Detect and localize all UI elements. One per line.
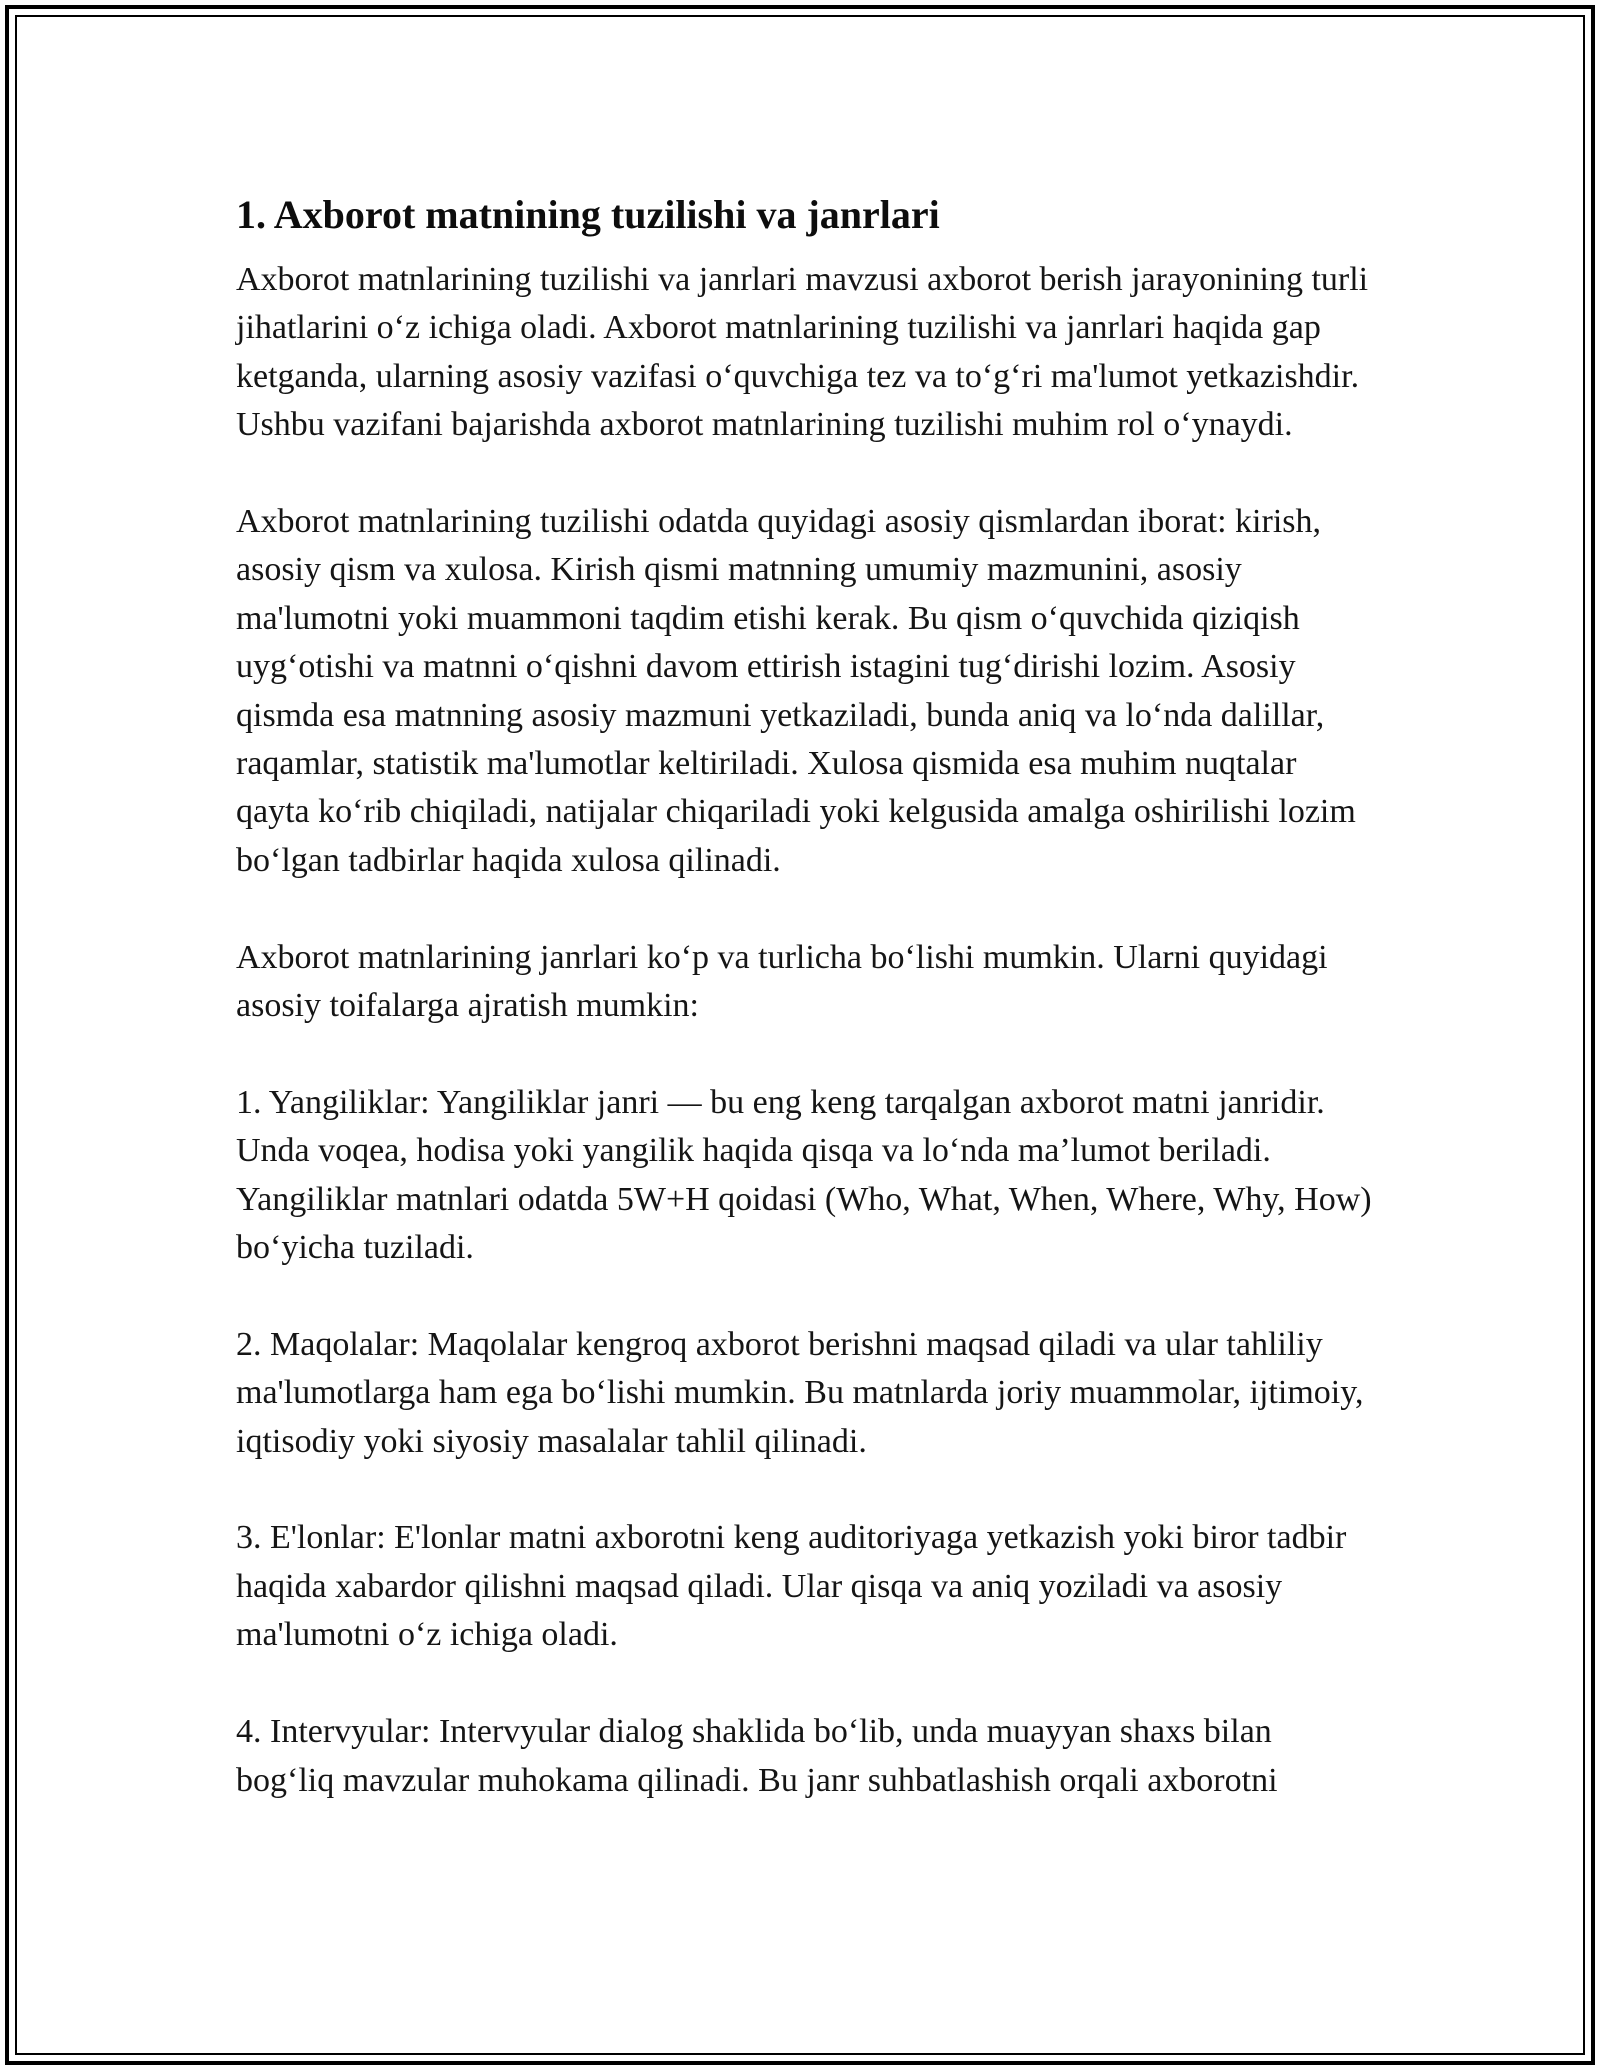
list-item-announcements: 3. E'lonlar: E'lonlar matni axborotni keng auditoriyaga yetkazish yoki biror tadbir haqida xabardor qilishni maqsad qiladi. Ular qisqa va aniq yoziladi va asosiy ma'lumotni o‘z ichiga oladi. <box>236 1519 1347 1654</box>
list-item-news: 1. Yangiliklar: Yangiliklar janri — bu eng keng tarqalgan axborot matni janridir. Unda voqea, hodisa yoki yangilik haqida qisqa va lo‘nda ma’lumot beriladi. Yangiliklar matnlari odatda 5W+H qoidasi (Who, What, When, Where, Why, How) bo‘yicha tuziladi. <box>236 1083 1372 1267</box>
paragraph-structure: Axborot matnlarining tuzilishi odatda quyidagi asosiy qismlardan iborat: kirish, asosiy qism va xulosa. Kirish qismi matnning umumiy mazmunini, asosiy ma'lumotni yoki muammoni taqdim etishi kerak. Bu qism o‘quvchida qiziqish uyg‘otishi va matnni o‘qishni davom ettirish istagini tug‘dirishi lozim. Asosiy qismda esa matnning asosiy mazmuni yetkaziladi, bunda aniq va lo‘nda dalillar, raqamlar, statistik ma'lumotlar keltiriladi. Xulosa qismida esa muhim nuqtalar qayta ko‘rib chiqiladi, natijalar chiqariladi yoki kelgusida amalga oshirilishi lozim bo‘lgan tadbirlar haqida xulosa qilinadi. <box>236 503 1356 879</box>
list-item-articles: 2. Maqolalar: Maqolalar kengroq axborot berishni maqsad qiladi va ular tahliliy ma'lumotlarga ham ega bo‘lishi mumkin. Bu matnlarda joriy muammolar, ijtimoiy, iqtisodiy yoki siyosiy masalalar tahlil qilinadi. <box>236 1325 1364 1460</box>
paragraph-intro: Axborot matnlarining tuzilishi va janrlari mavzusi axborot berish jarayonining turli jihatlarini o‘z ichiga oladi. Axborot matnlarining tuzilishi va janrlari haqida gap ketganda, ularning asosiy vazifasi o‘quvchiga tez va to‘g‘ri ma'lumot yetkazishdir. Ushbu vazifani bajarishda axborot matnlarining tuzilishi muhim rol o‘ynaydi. <box>236 261 1369 444</box>
document-body <box>236 186 1376 1805</box>
list-item-interviews: 4. Intervyular: Intervyular dialog shaklida bo‘lib, unda muayyan shaxs bilan bog‘liq mavzular muhokama qilinadi. Bu janr suhbatlashish orqali axborotni <box>236 1713 1278 1799</box>
paragraph-genres-intro: Axborot matnlarining janrlari ko‘p va turlicha bo‘lishi mumkin. Ularni quyidagi asosiy toifalarga ajratish mumkin: <box>236 938 1328 1025</box>
document-title: 1. Axborot matnining tuzilishi va janrlari <box>236 192 940 237</box>
